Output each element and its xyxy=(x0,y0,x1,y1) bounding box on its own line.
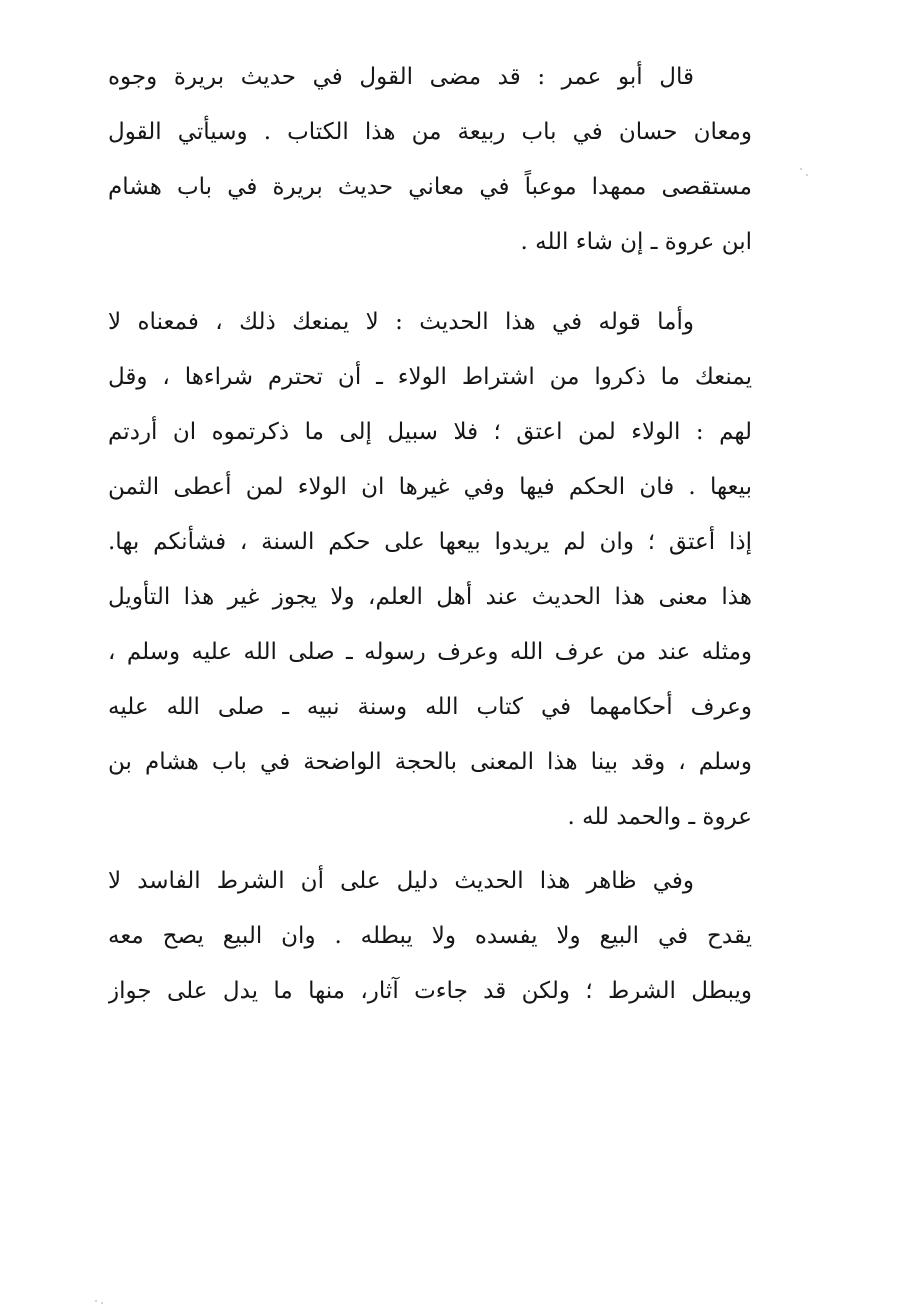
text-line: وفي ظاهر هذا الحديث دليل على أن الشرط الفاسد لا xyxy=(108,868,694,894)
text-line: بيعها . فان الحكم فيها وفي غيرها ان الولاء لمن أعطى الثمن xyxy=(108,474,752,500)
scan-speck xyxy=(806,174,808,176)
scan-speck xyxy=(101,1302,103,1304)
text-line: هذا معنى هذا الحديث عند أهل العلم، ولا يجوز غير هذا التأويل xyxy=(108,584,752,610)
text-line: مستقصى ممهدا موعباً في معاني حديث بريرة في باب هشام xyxy=(108,174,752,200)
paragraph-1 xyxy=(108,50,752,270)
text-line: وأما قوله في هذا الحديث : لا يمنعك ذلك ، فمعناه لا xyxy=(108,309,694,335)
paragraph-2 xyxy=(108,295,752,845)
text-line: قال أبو عمر : قد مضى القول في حديث بريرة وجوه xyxy=(108,64,694,90)
text-line: ومثله عند من عرف الله وعرف رسوله ـ صلى الله عليه وسلم ، xyxy=(108,639,752,665)
text-line: إذا أعتق ؛ وان لم يريدوا بيعها على حكم السنة ، فشأنكم بها. xyxy=(108,529,752,555)
scan-speck xyxy=(95,1300,97,1302)
text-line: ومعان حسان في باب ربيعة من هذا الكتاب . وسيأتي القول xyxy=(108,119,752,145)
text-line: ابن عروة ـ إن شاء الله . xyxy=(520,229,752,255)
text-line: وعرف أحكامهما في كتاب الله وسنة نبيه ـ صلى الله عليه xyxy=(108,694,752,720)
text-line: عروة ـ والحمد لله . xyxy=(567,804,752,830)
text-line: وسلم ، وقد بينا هذا المعنى بالحجة الواضحة في باب هشام بن xyxy=(108,749,752,775)
text-line: يقدح في البيع ولا يفسده ولا يبطله . وان البيع يصح معه xyxy=(108,923,752,949)
text-line: ويبطل الشرط ؛ ولكن قد جاءت آثار، منها ما يدل على جواز xyxy=(108,978,752,1004)
scan-speck xyxy=(800,168,802,170)
text-line: يمنعك ما ذكروا من اشتراط الولاء ـ أن تحترم شراءها ، وقل xyxy=(108,364,752,390)
paragraph-3 xyxy=(108,854,752,1019)
text-line: لهم : الولاء لمن اعتق ؛ فلا سبيل إلى ما ذكرتموه ان أردتم xyxy=(108,419,752,445)
